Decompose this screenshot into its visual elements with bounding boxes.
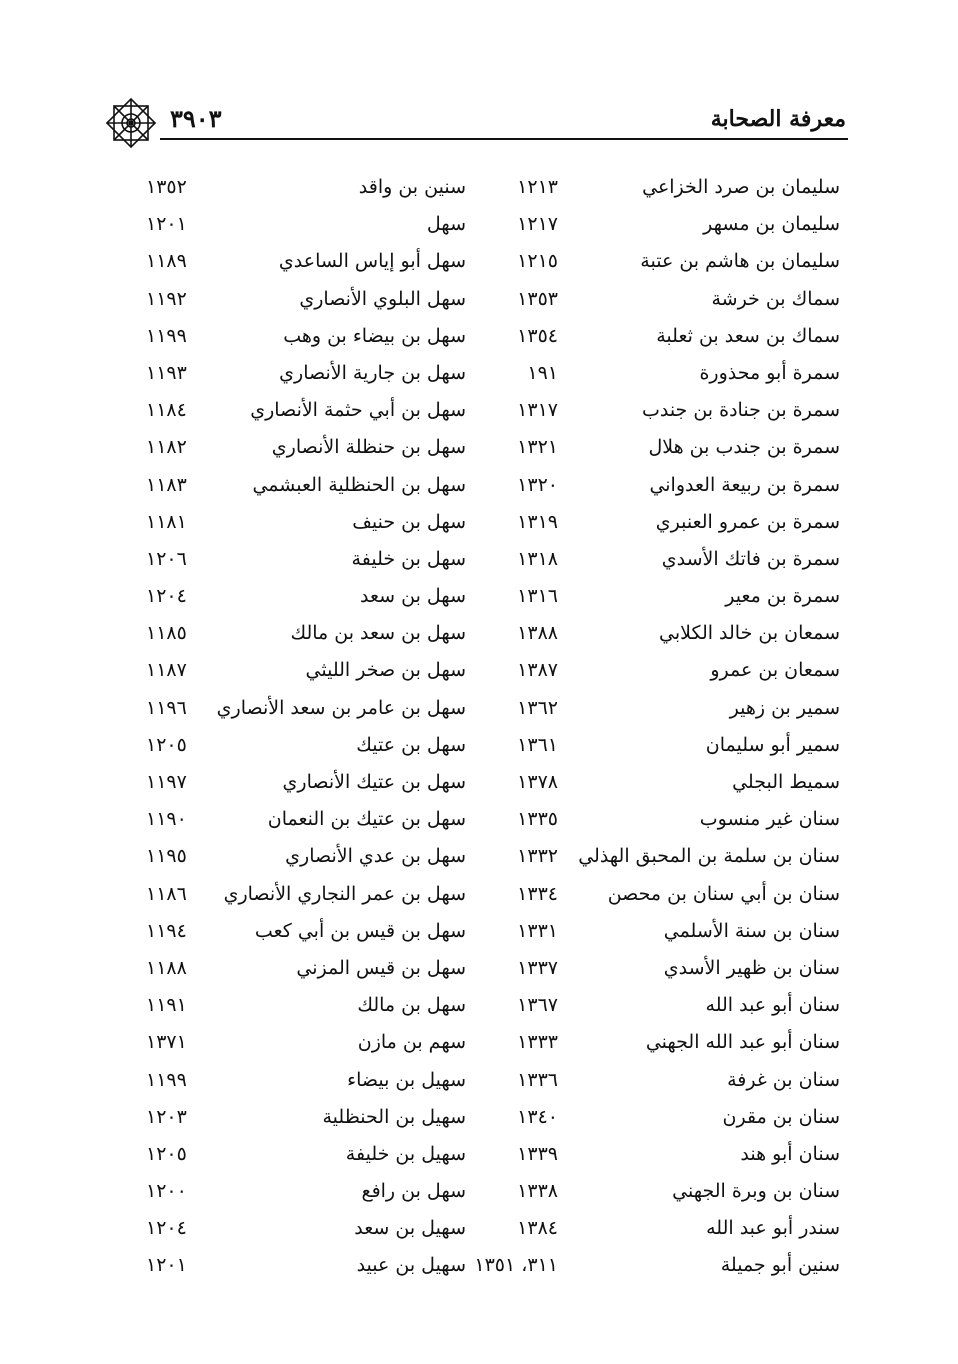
index-row — [0, 432, 958, 469]
entry-name: سنان بن سنة الأسلمي — [663, 919, 840, 942]
entry-name: سنان غير منسوب — [699, 808, 840, 831]
entry-name: سهل بن قيس بن أبي كعب — [254, 919, 466, 942]
entry-ref: ١٣٣٨ — [517, 1180, 558, 1203]
entry-name: سماك بن خرشة — [711, 287, 840, 310]
entry-name: سهل بن مالك — [357, 994, 466, 1017]
entry-ref: ١٢٠٠ — [146, 1180, 187, 1203]
entry-ref: ١٣٣٢ — [517, 845, 558, 868]
entry-name: سنان بن سلمة بن المحبق الهذلي — [578, 845, 840, 868]
entry-ref: ١٢١٣ — [517, 176, 558, 198]
entry-ref: ١١٩٦ — [146, 696, 187, 719]
entry-ref: ١٣١٧ — [517, 399, 558, 422]
entry-ref: ١٢٠٣ — [146, 1105, 187, 1128]
entry-ref: ١٣٣٤ — [517, 882, 558, 905]
page-title: معرفة الصحابة — [710, 106, 846, 132]
entry-ref: ١٣٢١ — [517, 436, 558, 459]
index-row — [0, 655, 958, 692]
page-number: ٣٩٠٣ — [170, 104, 222, 133]
entry-name: سندر أبو عبد الله — [706, 1217, 840, 1240]
index-row — [0, 916, 958, 953]
index-row — [0, 172, 958, 209]
index-row — [0, 804, 958, 841]
entry-ref: ١١٩٣ — [146, 361, 187, 384]
index-row — [0, 358, 958, 395]
entry-ref: ١٣٥٣ — [517, 287, 558, 310]
index-row — [0, 1065, 958, 1102]
entry-name: سنان بن وبرة الجهني — [672, 1180, 840, 1203]
index-row — [0, 544, 958, 581]
entry-ref: ١٣٨٧ — [517, 659, 558, 682]
page-header — [100, 92, 848, 154]
entry-ref: ١٣٤٠ — [517, 1105, 558, 1128]
entry-name: سهل بن سعد — [360, 585, 466, 608]
entry-ref: ١٣١٨ — [517, 547, 558, 570]
entry-ref: ١١٩٤ — [146, 919, 187, 942]
entry-ref: ١٣٣١ — [517, 919, 558, 942]
entry-name: سهل بن عامر بن سعد الأنصاري — [216, 696, 466, 719]
entry-ref: ١٣٣٣ — [517, 1031, 558, 1054]
entry-ref: ١٣٣٩ — [517, 1142, 558, 1165]
entry-name: سمعان بن عمرو — [710, 659, 840, 682]
index-row — [0, 284, 958, 321]
index-row — [0, 1027, 958, 1064]
entry-ref: ١٢١٧ — [517, 213, 558, 236]
index-row — [0, 841, 958, 878]
entry-ref: ١١٩٩ — [146, 324, 187, 347]
entry-name: سهل بن سعد بن مالك — [290, 622, 466, 645]
index-row — [0, 767, 958, 804]
entry-ref: ١٣٦٢ — [517, 696, 558, 719]
entry-name: سمرة بن جندب بن هلال — [648, 436, 840, 459]
entry-ref: ١٩١ — [527, 361, 558, 384]
entry-name: سنان بن غرفة — [727, 1068, 840, 1091]
entry-ref: ١١٩٠ — [146, 808, 187, 831]
entry-ref: ١٢٠٦ — [146, 547, 187, 570]
entry-name: سمرة بن جنادة بن جندب — [641, 399, 840, 422]
entry-name: سهل أبو إياس الساعدي — [278, 250, 466, 273]
entry-name: سهل بن حنيف — [352, 510, 466, 533]
entry-name: سهل بن بيضاء بن وهب — [283, 324, 466, 347]
entry-name: سمعان بن خالد الكلابي — [658, 622, 840, 645]
entry-name: سماك بن سعد بن ثعلبة — [656, 324, 840, 347]
entry-ref: ١٣٣٦ — [517, 1068, 558, 1091]
index-row — [0, 395, 958, 432]
index-row — [0, 953, 958, 990]
entry-ref: ١١٩١ — [146, 994, 187, 1017]
entry-ref: ١١٩٢ — [146, 287, 187, 310]
entry-ref: ١٣٢٠ — [517, 473, 558, 496]
entry-ref: ١٢٠٤ — [146, 585, 187, 608]
entry-ref: ١٣٨٨ — [517, 622, 558, 645]
entry-name: سهل بن الحنظلية العبشمي — [252, 473, 466, 496]
entry-ref: ١١٩٥ — [146, 845, 187, 868]
entry-ref: ١٢١٥ — [517, 250, 558, 273]
entry-name: سنان أبو عبد الله الجهني — [645, 1031, 840, 1054]
ornament-icon — [100, 92, 162, 154]
entry-name: سهم بن مازن — [357, 1031, 466, 1054]
entry-ref: ١٣٣٧ — [517, 956, 558, 979]
entry-name: سنان بن أبي سنان بن محصن — [607, 882, 840, 905]
entry-name: سهل بن قيس المزني — [296, 956, 466, 979]
entry-ref: ١٣٥٢ — [146, 176, 187, 198]
entry-name: سهيل بن خليفة — [345, 1142, 466, 1165]
entry-ref: ١٣٣٥ — [517, 808, 558, 831]
entry-name: سمرة بن فاتك الأسدي — [661, 547, 840, 570]
entry-ref: ٣١١، ١٣٥١ — [474, 1254, 558, 1277]
entry-ref: ١٢٠٤ — [146, 1217, 187, 1240]
entry-name: سهيل بن الحنظلية — [322, 1105, 466, 1128]
entry-ref: ١٢٠٥ — [146, 1142, 187, 1165]
entry-name: سهل بن عمر النجاري الأنصاري — [223, 882, 466, 905]
entry-name: سهل — [426, 213, 466, 236]
index-list — [0, 172, 958, 1288]
entry-ref: ١٣١٩ — [517, 510, 558, 533]
index-row — [0, 1139, 958, 1176]
header-rule — [160, 138, 848, 140]
entry-name: سليمان بن مسهر — [703, 213, 840, 236]
entry-name: سمرة بن ربيعة العدواني — [649, 473, 840, 496]
entry-name: سهل بن صخر الليثي — [305, 659, 466, 682]
index-row — [0, 618, 958, 655]
entry-ref: ١٣٧١ — [146, 1031, 187, 1054]
index-row — [0, 209, 958, 246]
entry-name: سهيل بن عبيد — [356, 1254, 466, 1277]
entry-name: سهل بن عتيك بن النعمان — [267, 808, 466, 831]
entry-ref: ١٣١٦ — [517, 585, 558, 608]
entry-name: سليمان بن هاشم بن عتبة — [640, 250, 840, 273]
entry-ref: ١١٨٣ — [146, 473, 187, 496]
entry-ref: ١٢٠٥ — [146, 733, 187, 756]
index-row — [0, 990, 958, 1027]
entry-name: سنان بن مقرن — [722, 1105, 840, 1128]
entry-name: سهل بن جارية الأنصاري — [279, 361, 466, 384]
entry-name: سمرة بن عمرو العنبري — [655, 510, 840, 533]
entry-ref: ١١٩٧ — [146, 771, 187, 793]
entry-name: سمرة بن معير — [725, 585, 840, 608]
entry-name: سمير بن زهير — [729, 696, 840, 719]
entry-ref: ١٢٠١ — [146, 1254, 187, 1277]
entry-ref: ١٣٦٧ — [517, 994, 558, 1017]
entry-name: سمير أبو سليمان — [705, 733, 840, 756]
index-row — [0, 246, 958, 283]
entry-ref: ١١٨٢ — [146, 436, 187, 459]
index-row — [0, 693, 958, 730]
entry-name: سميط البجلي — [732, 771, 840, 793]
entry-name: سنان أبو عبد الله — [705, 994, 840, 1017]
entry-name: سهل بن عتيك — [356, 733, 466, 756]
index-row — [0, 321, 958, 358]
index-row — [0, 879, 958, 916]
entry-ref: ١١٨٥ — [146, 622, 187, 645]
entry-name: سهل بن عدي الأنصاري — [285, 845, 466, 868]
index-row — [0, 470, 958, 507]
entry-ref: ١٣٦١ — [517, 733, 558, 756]
entry-ref: ١١٨٧ — [146, 659, 187, 682]
entry-ref: ١١٨٨ — [146, 956, 187, 979]
entry-name: سهل بن رافع — [361, 1180, 466, 1203]
entry-ref: ١١٨٩ — [146, 250, 187, 273]
entry-ref: ١١٨٤ — [146, 399, 187, 422]
entry-name: سمرة أبو محذورة — [699, 361, 840, 384]
entry-ref: ١٣٧٨ — [517, 771, 558, 793]
index-row — [0, 581, 958, 618]
entry-ref: ١٣٥٤ — [517, 324, 558, 347]
index-row — [0, 1213, 958, 1250]
index-row — [0, 1102, 958, 1139]
entry-name: سهل البلوي الأنصاري — [299, 287, 466, 310]
index-row — [0, 1250, 958, 1287]
entry-name: سنين بن واقد — [358, 176, 466, 198]
entry-ref: ١٢٠١ — [146, 213, 187, 236]
entry-name: سهل بن خليفة — [351, 547, 466, 570]
entry-ref: ١٣٨٤ — [517, 1217, 558, 1240]
entry-ref: ١١٨٦ — [146, 882, 187, 905]
index-row — [0, 1176, 958, 1213]
entry-name: سهيل بن سعد — [354, 1217, 466, 1240]
entry-ref: ١١٨١ — [146, 510, 187, 533]
entry-name: سهل بن أبي حثمة الأنصاري — [250, 399, 466, 422]
entry-ref: ١١٩٩ — [146, 1068, 187, 1091]
entry-name: سليمان بن صرد الخزاعي — [642, 176, 840, 198]
entry-name: سهل بن عتيك الأنصاري — [282, 771, 466, 793]
index-row — [0, 507, 958, 544]
entry-name: سنين أبو جميلة — [720, 1254, 840, 1277]
entry-name: سنان بن ظهير الأسدي — [663, 956, 840, 979]
entry-name: سنان أبو هند — [740, 1142, 840, 1165]
entry-name: سهيل بن بيضاء — [347, 1068, 466, 1091]
entry-name: سهل بن حنظلة الأنصاري — [271, 436, 466, 459]
index-row — [0, 730, 958, 767]
